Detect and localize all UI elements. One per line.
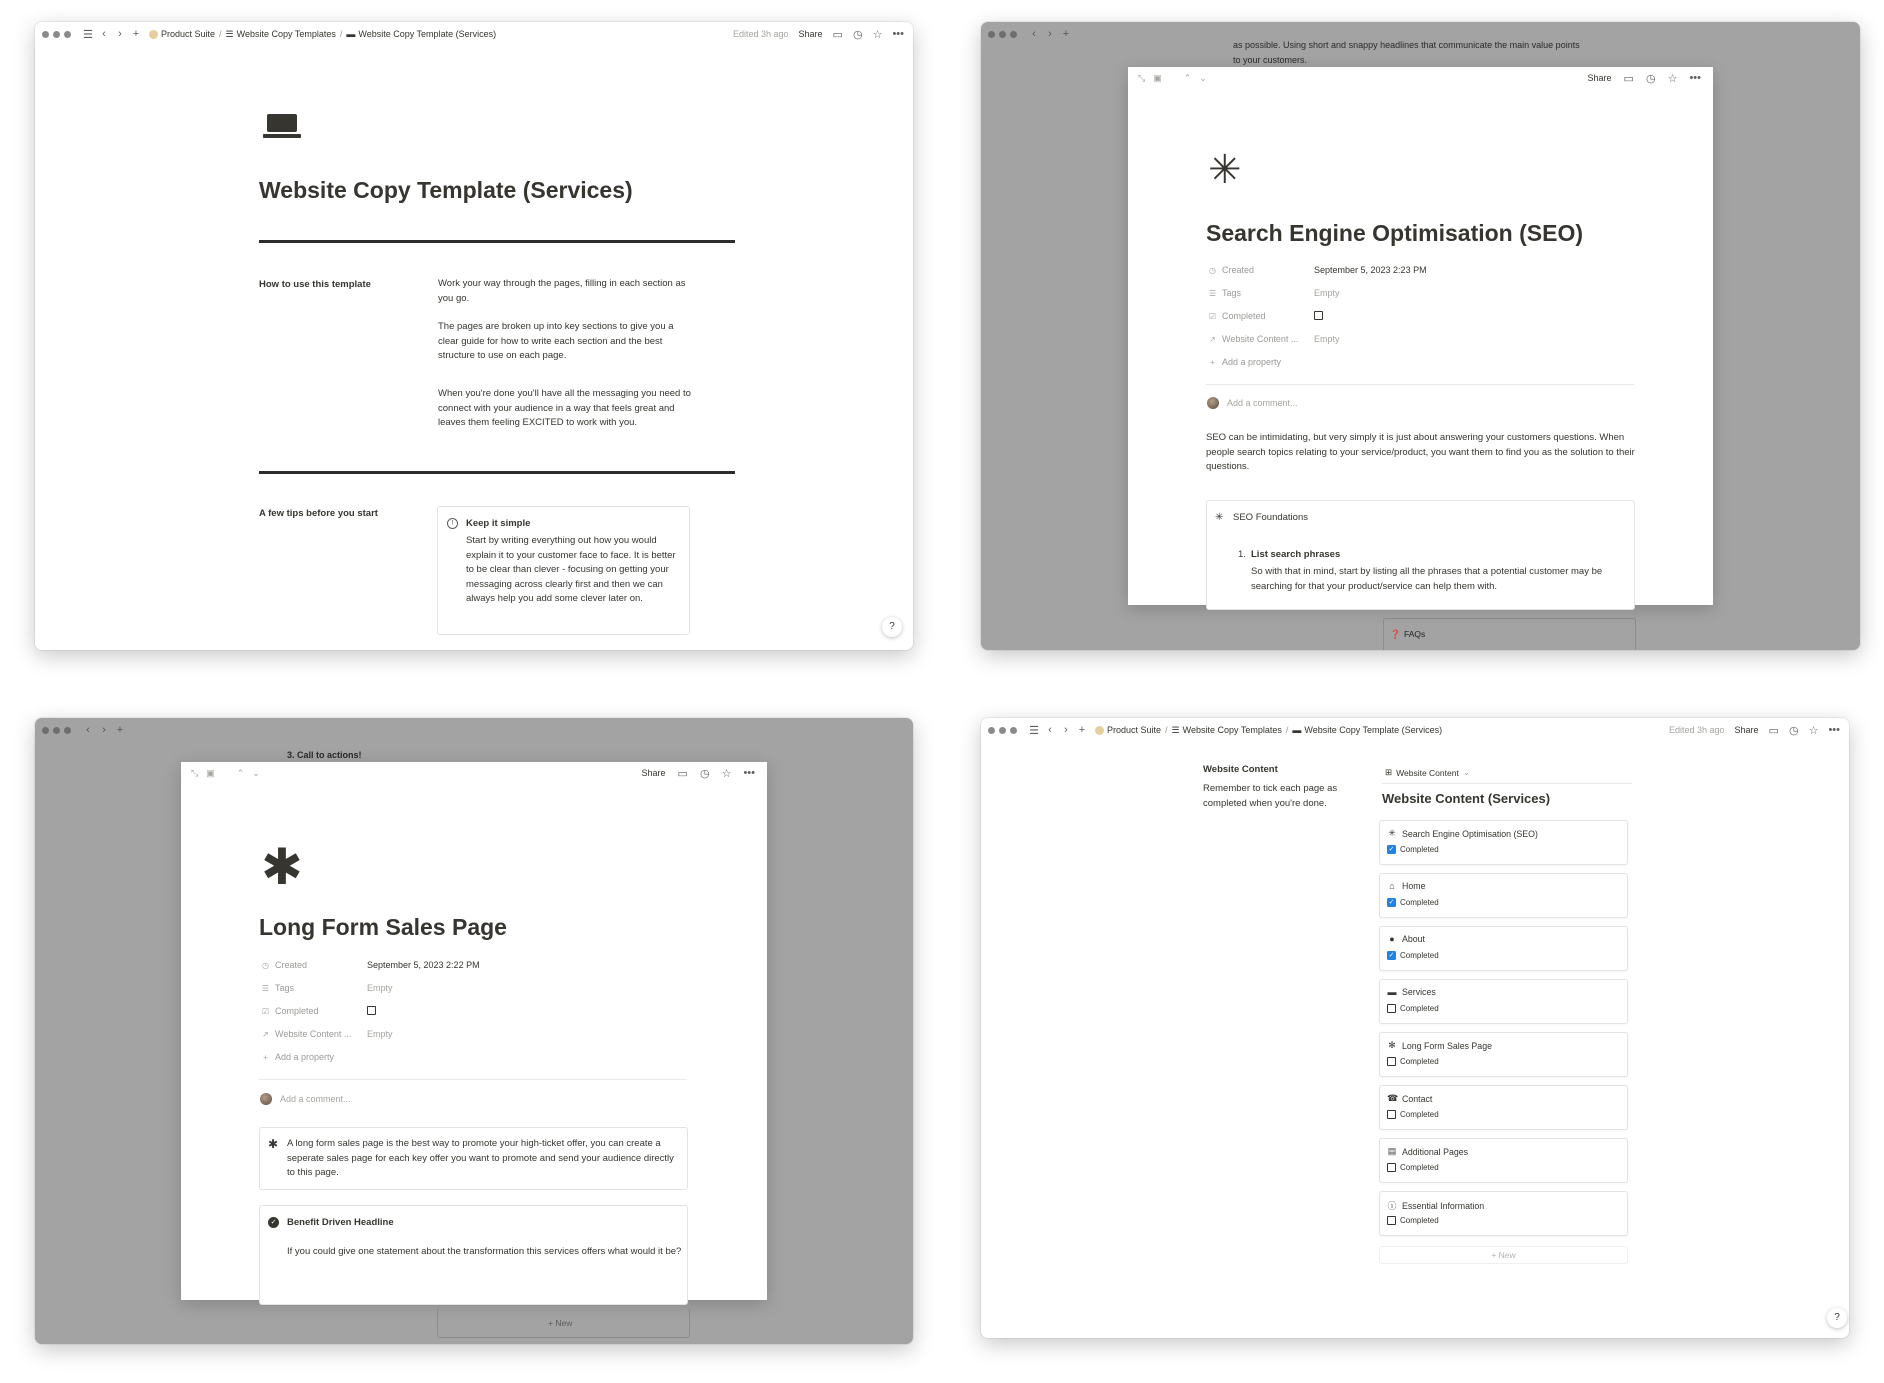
list-icon: ☰ xyxy=(1208,288,1217,298)
gallery-view-icon: ⊞ xyxy=(1385,767,1393,777)
history-icon[interactable]: ◷ xyxy=(1645,72,1656,85)
database-card[interactable] xyxy=(1379,820,1628,865)
laptop-icon: ▬ xyxy=(1292,725,1302,735)
page-title[interactable]: Website Copy Template (Services) xyxy=(259,177,633,203)
card-title-text: Home xyxy=(1402,881,1426,891)
card-title-text: Additional Pages xyxy=(1402,1146,1469,1157)
background-block xyxy=(437,1308,690,1338)
add-comment-input[interactable]: Add a comment... xyxy=(1227,398,1298,408)
card-title-text: Search Engine Optimisation (SEO) xyxy=(1402,828,1538,839)
relation-arrow-icon: ↗ xyxy=(1209,334,1216,344)
tip-callout[interactable] xyxy=(437,506,690,635)
card-completed-row xyxy=(1387,1057,1439,1066)
completed-label: Completed xyxy=(1400,845,1439,854)
comments-icon[interactable]: ▭ xyxy=(1623,72,1634,85)
window-seo-peek xyxy=(981,22,1860,650)
workspace-icon xyxy=(1095,726,1104,735)
card-title xyxy=(1387,1199,1484,1212)
card-title xyxy=(1387,934,1425,944)
card-page-icon: ▤ xyxy=(1387,1146,1397,1156)
completed-checkbox[interactable] xyxy=(1314,311,1323,320)
sidebar-menu-icon[interactable]: ☰ xyxy=(1029,724,1039,737)
completed-checkbox[interactable]: ✓ xyxy=(1388,846,1395,853)
help-button[interactable]: ? xyxy=(882,617,902,637)
card-completed-row xyxy=(1387,1216,1439,1225)
comments-icon[interactable]: ▭ xyxy=(677,767,688,780)
completed-label: Completed xyxy=(1400,951,1439,960)
next-page-icon[interactable]: ⌄ xyxy=(1199,72,1207,83)
sales-peek-panel xyxy=(181,762,767,1300)
background-new-label: + New xyxy=(548,1318,573,1328)
avatar xyxy=(1207,397,1219,409)
window-toolbar xyxy=(981,718,1849,742)
breadcrumb-parent[interactable]: Website Copy Templates xyxy=(1182,725,1282,735)
card-page-icon: ⓘ xyxy=(1387,1201,1397,1211)
card-completed-row xyxy=(1387,1110,1439,1119)
card-title xyxy=(1387,987,1436,997)
website-content-label: Website Content xyxy=(1203,764,1278,775)
forward-icon[interactable]: › xyxy=(1048,28,1052,40)
faq-icon: ❓ xyxy=(1390,629,1401,639)
expand-icon[interactable]: ⤡ xyxy=(1138,72,1146,83)
favorite-star-icon[interactable]: ☆ xyxy=(1667,72,1678,85)
completed-label: Completed xyxy=(1400,1216,1439,1225)
open-as-icon[interactable]: ▣ xyxy=(206,767,215,778)
background-faq-block xyxy=(1383,618,1636,650)
card-page-icon: ☎ xyxy=(1387,1093,1399,1103)
benefit-headline-body: If you could give one statement about the transformation this services offers what would it be? xyxy=(287,1246,682,1257)
clock-icon: ◷ xyxy=(262,960,269,970)
tip-title: Keep it simple xyxy=(466,518,531,529)
forward-icon[interactable]: › xyxy=(1064,724,1068,736)
breadcrumb: Product Suite / ☰ Website Copy Templates / ▬ Website Copy Template (Services) xyxy=(1095,725,1442,736)
new-tab-icon[interactable]: + xyxy=(1078,724,1086,736)
clock-icon: ! xyxy=(447,518,458,529)
favorite-star-icon[interactable]: ☆ xyxy=(1808,724,1819,737)
database-card[interactable] xyxy=(1379,1032,1628,1077)
prev-page-icon[interactable]: ⌃ xyxy=(1183,72,1192,83)
history-icon[interactable]: ◷ xyxy=(699,767,710,780)
website-content-note[interactable]: Remember to tick each page as completed when you're done. xyxy=(1203,783,1338,809)
window-sales-peek xyxy=(35,718,913,1344)
breadcrumb-current[interactable]: Website Copy Template (Services) xyxy=(358,29,497,39)
window-controls[interactable] xyxy=(988,31,1017,38)
checklist-icon: ☰ xyxy=(225,28,234,39)
seo-title[interactable]: Search Engine Optimisation (SEO) xyxy=(1206,220,1584,246)
card-page-icon: ▬ xyxy=(1387,987,1397,997)
avatar xyxy=(260,1093,272,1105)
share-button[interactable]: Share xyxy=(798,29,823,39)
sales-title[interactable]: Long Form Sales Page xyxy=(259,914,507,940)
completed-label: Completed xyxy=(1400,1110,1439,1119)
edited-timestamp: Edited 3h ago xyxy=(732,29,789,39)
card-title-text: Essential Information xyxy=(1402,1200,1485,1211)
list-number: 1. xyxy=(1238,549,1246,560)
help-button[interactable]: ? xyxy=(1827,1308,1847,1328)
plus-icon: + xyxy=(263,1052,268,1062)
forward-icon[interactable]: › xyxy=(118,28,122,40)
card-completed-row xyxy=(1387,1004,1439,1013)
card-page-icon: ✻ xyxy=(1388,1040,1396,1050)
list-icon: ☰ xyxy=(261,983,270,993)
list-body: So with that in mind, start by listing all the phrases that a potential customer may be searching for that your product/service can help them with. xyxy=(1251,566,1603,592)
how-to-paragraph-2[interactable]: The pages are broken up into key sections to give you a clear guide for how to write each section and the best structure to use on each page. xyxy=(438,321,674,361)
background-text: to your customers. xyxy=(1233,55,1308,65)
window-toolbar xyxy=(35,22,913,46)
share-button[interactable]: Share xyxy=(641,768,666,778)
more-options-icon[interactable]: ••• xyxy=(1828,724,1840,736)
database-view-tab[interactable]: ⊞ Website Content ⌄ xyxy=(1385,767,1470,778)
completed-checkbox[interactable] xyxy=(1387,1057,1396,1066)
tip-body: Start by writing everything out how you would explain it to your customer face to face. It is better to be clear than clever - focusing on getting your messaging across clearly first and then we can always help you add some clever later on. xyxy=(466,535,676,604)
sales-callout-text: A long form sales page is the best way to promote your high-ticket offer, you can create a seperate sales page for each key offer you want to promote and send your audience directly to this page. xyxy=(287,1138,674,1178)
card-title xyxy=(1387,1040,1492,1051)
favorite-star-icon[interactable]: ☆ xyxy=(721,767,732,780)
history-icon[interactable]: ◷ xyxy=(1788,724,1799,737)
open-as-icon[interactable]: ▣ xyxy=(1153,72,1162,83)
next-page-icon[interactable]: ⌄ xyxy=(252,767,260,778)
sidebar-menu-icon[interactable]: ☰ xyxy=(83,28,93,41)
card-title xyxy=(1387,1093,1432,1104)
back-icon[interactable]: ‹ xyxy=(1032,28,1036,40)
background-text: as possible. Using short and snappy headlines that communicate the main value points xyxy=(1233,40,1580,50)
new-tab-icon[interactable]: + xyxy=(132,28,140,40)
divider xyxy=(1206,384,1634,385)
page-laptop-icon[interactable] xyxy=(263,114,301,138)
prop-completed[interactable]: ☑ Completed xyxy=(1208,309,1266,323)
plus-icon: + xyxy=(1210,357,1215,367)
divider xyxy=(1382,783,1632,784)
card-page-icon: ● xyxy=(1389,934,1395,944)
prop-tags[interactable]: ☰ Tags Empty xyxy=(261,983,393,993)
breadcrumb-workspace[interactable]: Product Suite xyxy=(1107,725,1162,735)
card-completed-row xyxy=(1387,951,1439,960)
prop-tags[interactable]: ☰ Tags Empty xyxy=(1208,288,1340,298)
window-controls[interactable] xyxy=(42,31,71,38)
prop-completed[interactable]: ☑ Completed xyxy=(261,1004,319,1018)
back-icon[interactable]: ‹ xyxy=(1048,724,1052,736)
add-property-button[interactable]: + Add a property xyxy=(261,1050,334,1064)
comments-icon[interactable]: ▭ xyxy=(832,28,843,41)
database-card[interactable] xyxy=(1379,1085,1628,1130)
card-completed-row xyxy=(1387,898,1439,907)
completed-label: Completed xyxy=(1400,898,1439,907)
completed-checkbox[interactable] xyxy=(1387,1004,1396,1013)
database-card[interactable] xyxy=(1379,873,1628,918)
forward-icon[interactable]: › xyxy=(102,724,106,736)
comments-icon[interactable]: ▭ xyxy=(1768,724,1779,737)
breadcrumb-current[interactable]: Website Copy Template (Services) xyxy=(1304,725,1443,735)
relation-arrow-icon: ↗ xyxy=(262,1029,269,1039)
database-card[interactable] xyxy=(1379,979,1628,1024)
how-to-paragraph-1[interactable]: Work your way through the pages, filling in each section as you go. xyxy=(438,278,686,304)
card-title xyxy=(1387,1146,1468,1157)
completed-label: Completed xyxy=(1400,1057,1439,1066)
card-title xyxy=(1387,828,1538,839)
card-page-icon: ✳ xyxy=(1388,828,1396,838)
card-title-text: Long Form Sales Page xyxy=(1402,1040,1492,1051)
asterisk-small-icon: ✱ xyxy=(268,1137,279,1151)
window-controls[interactable] xyxy=(42,727,71,734)
favorite-star-icon[interactable]: ☆ xyxy=(872,28,883,41)
database-card[interactable] xyxy=(1379,926,1628,971)
completed-label: Completed xyxy=(1400,1163,1439,1172)
add-comment-input[interactable]: Add a comment... xyxy=(280,1094,351,1104)
breadcrumb-parent[interactable]: Website Copy Templates xyxy=(236,29,336,39)
card-page-icon: ⌂ xyxy=(1389,881,1395,891)
completed-checkbox[interactable]: ✓ xyxy=(1388,952,1395,959)
list-title: List search phrases xyxy=(1251,549,1341,560)
card-title-text: About xyxy=(1402,934,1425,944)
card-completed-row xyxy=(1387,845,1439,854)
new-tab-icon[interactable]: + xyxy=(1062,28,1070,40)
more-options-icon[interactable]: ••• xyxy=(1689,72,1701,84)
background-text: 3. Call to actions! xyxy=(287,750,362,760)
prev-page-icon[interactable]: ⌃ xyxy=(236,767,245,778)
cursor-click-icon[interactable]: ✳ xyxy=(1208,148,1242,192)
database-card[interactable] xyxy=(1379,1191,1628,1236)
seo-foundations-label: SEO Foundations xyxy=(1233,512,1308,523)
completed-checkbox[interactable] xyxy=(1387,1110,1396,1119)
checklist-icon: ☰ xyxy=(1171,724,1180,735)
divider xyxy=(259,1079,687,1080)
prop-created[interactable]: ◷ Created September 5, 2023 2:23 PM xyxy=(1209,265,1427,275)
prop-website-content[interactable]: ↗ Website Content ... Empty xyxy=(1209,334,1340,344)
checkbox-prop-icon: ☑ xyxy=(1208,311,1217,321)
completed-checkbox[interactable]: ✓ xyxy=(1388,899,1395,906)
how-to-label: How to use this template xyxy=(259,279,371,290)
laptop-icon: ▬ xyxy=(346,29,356,39)
completed-checkbox[interactable] xyxy=(1387,1163,1396,1172)
share-button[interactable]: Share xyxy=(1587,73,1612,83)
check-circle-icon: ✓ xyxy=(268,1217,279,1228)
window-controls[interactable] xyxy=(988,727,1017,734)
background-faq-label: FAQs xyxy=(1404,629,1426,639)
breadcrumb-workspace[interactable]: Product Suite xyxy=(161,29,216,39)
database-title[interactable]: Website Content (Services) xyxy=(1382,791,1551,806)
seo-peek-panel xyxy=(1128,67,1713,605)
new-tab-icon[interactable]: + xyxy=(116,724,124,736)
card-title-text: Contact xyxy=(1402,1093,1433,1104)
card-title xyxy=(1387,881,1425,891)
divider xyxy=(259,471,735,474)
more-options-icon[interactable]: ••• xyxy=(743,767,755,779)
tips-label: A few tips before you start xyxy=(259,508,378,519)
sales-callout[interactable] xyxy=(259,1127,688,1190)
checkbox-prop-icon: ☑ xyxy=(261,1006,270,1016)
back-icon[interactable]: ‹ xyxy=(86,724,90,736)
how-to-paragraph-3[interactable]: When you're done you'll have all the messaging you need to connect with your audience in a way that feels great and leaves them feeling EXCITED to work with you. xyxy=(438,388,691,428)
completed-label: Completed xyxy=(1400,1004,1439,1013)
back-icon[interactable]: ‹ xyxy=(102,28,106,40)
breadcrumb: Product Suite / ☰ Website Copy Templates / ▬ Website Copy Template (Services) xyxy=(149,29,496,40)
benefit-headline-title: Benefit Driven Headline xyxy=(287,1217,394,1228)
peek-toolbar xyxy=(1128,67,1713,89)
more-options-icon[interactable]: ••• xyxy=(892,28,904,40)
clock-icon: ◷ xyxy=(1209,265,1216,275)
card-title-text: Services xyxy=(1402,987,1436,997)
benefit-headline-toggle[interactable] xyxy=(259,1205,688,1305)
expand-icon[interactable]: ⤡ xyxy=(191,767,199,778)
window-template-page xyxy=(35,22,913,650)
share-button[interactable]: Share xyxy=(1734,725,1759,735)
seo-foundations-toggle[interactable] xyxy=(1206,500,1635,610)
new-item-button[interactable]: + New xyxy=(1379,1246,1628,1264)
history-icon[interactable]: ◷ xyxy=(852,28,863,41)
card-completed-row xyxy=(1387,1163,1439,1172)
sparkle-icon: ✳ xyxy=(1215,512,1224,523)
chevron-down-icon: ⌄ xyxy=(1462,767,1470,777)
seo-intro[interactable]: SEO can be intimidating, but very simply it is just about answering your customers questions. When people search topics relating to your service/product, you want them to find you as the solution to their questions. xyxy=(1206,432,1635,472)
completed-checkbox[interactable] xyxy=(367,1006,376,1015)
add-property-button[interactable]: + Add a property xyxy=(1208,355,1281,369)
database-card[interactable] xyxy=(1379,1138,1628,1183)
prop-created[interactable]: ◷ Created September 5, 2023 2:22 PM xyxy=(262,960,480,970)
window-content-database xyxy=(981,718,1849,1338)
window-toolbar xyxy=(35,718,913,742)
divider xyxy=(259,240,735,243)
asterisk-icon[interactable]: ✱ xyxy=(261,838,303,896)
workspace-icon xyxy=(149,30,158,39)
completed-checkbox[interactable] xyxy=(1387,1216,1396,1225)
prop-website-content[interactable]: ↗ Website Content ... Empty xyxy=(262,1029,393,1039)
edited-timestamp: Edited 3h ago xyxy=(1668,725,1725,735)
peek-toolbar xyxy=(181,762,767,784)
